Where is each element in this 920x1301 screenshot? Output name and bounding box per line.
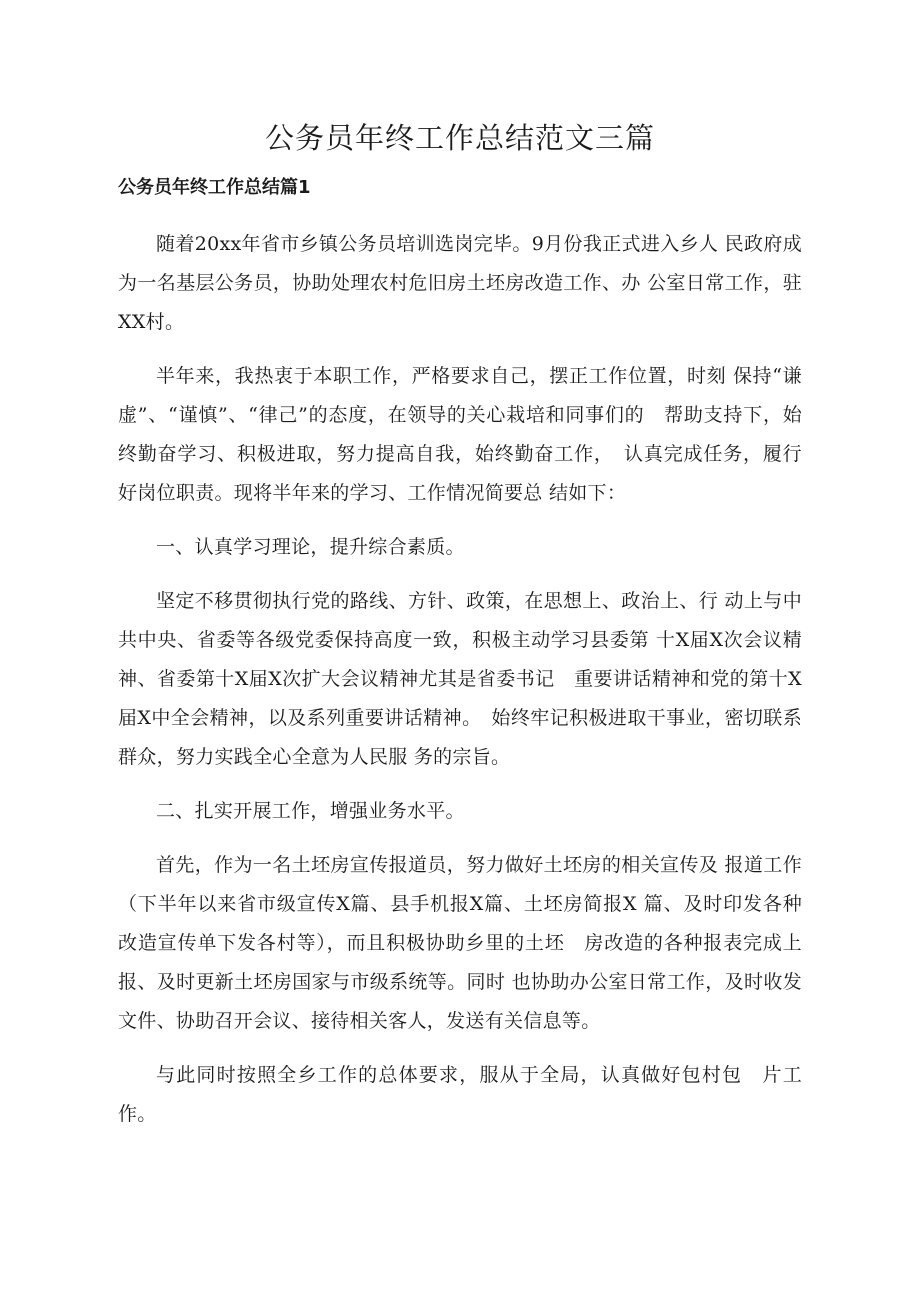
document-body (118, 225, 802, 1149)
paragraph-village: 与此同时按照全乡工作的总体要求，服从于全局，认真做好包村包 片工作。 (118, 1064, 802, 1125)
paragraph-half-year: 半年来，我热衷于本职工作，严格要求自己，摆正工作位置，时刻 保持“谦虚”、“谨慎”、“律己”的态度，在领导的关心栽培和同事们的 帮助支持下，始终勤奋学习、积极进取，努力提高自我，始终勤奋工作， 认真完成任务，履行好岗位职责。现将半年来的学习、工作情况简要总 结如下： (118, 365, 802, 504)
subheading-study: 一、认真学习理论，提升综合素质。 (156, 536, 465, 558)
section-heading: 公务员年终工作总结篇1 (118, 177, 311, 198)
subheading-work: 二、扎实开展工作，增强业务水平。 (156, 800, 465, 822)
paragraph-intro: 随着20xx年省市乡镇公务员培训选岗完毕。9月份我正式进入乡人 民政府成为一名基层公务员，协助处理农村危旧房土坯房改造工作、办 公室日常工作，驻XX村。 (118, 233, 802, 333)
paragraph-work: 首先，作为一名土坯房宣传报道员，努力做好土坯房的相关宣传及 报道工作（下半年以来省市级宣传X篇、县手机报X篇、土坯房简报X 篇、及时印发各种改造宣传单下发各村等），而且积极协助乡里的土坯 房改造的各种报表完成上报、及时更新土坯房国家与市级系统等。同时 也协助办公室日常工作，及时收发文件、协助召开会议、接待相关客人，发送有关信息等。 (118, 854, 802, 1032)
paragraph-study: 坚定不移贯彻执行党的路线、方针、政策，在思想上、政治上、行 动上与中共中央、省委等各级党委保持高度一致，积极主动学习县委第 十X届X次会议精神、省委第十X届X次扩大会议精神尤其是省委书记 重要讲话精神和党的第十X届X中全会精神，以及系列重要讲话精神。 始终牢记积极进取干事业，密切联系群众，努力实践全心全意为人民服 务的宗旨。 (118, 590, 802, 768)
document-title: 公务员年终工作总结范文三篇 (264, 121, 655, 155)
